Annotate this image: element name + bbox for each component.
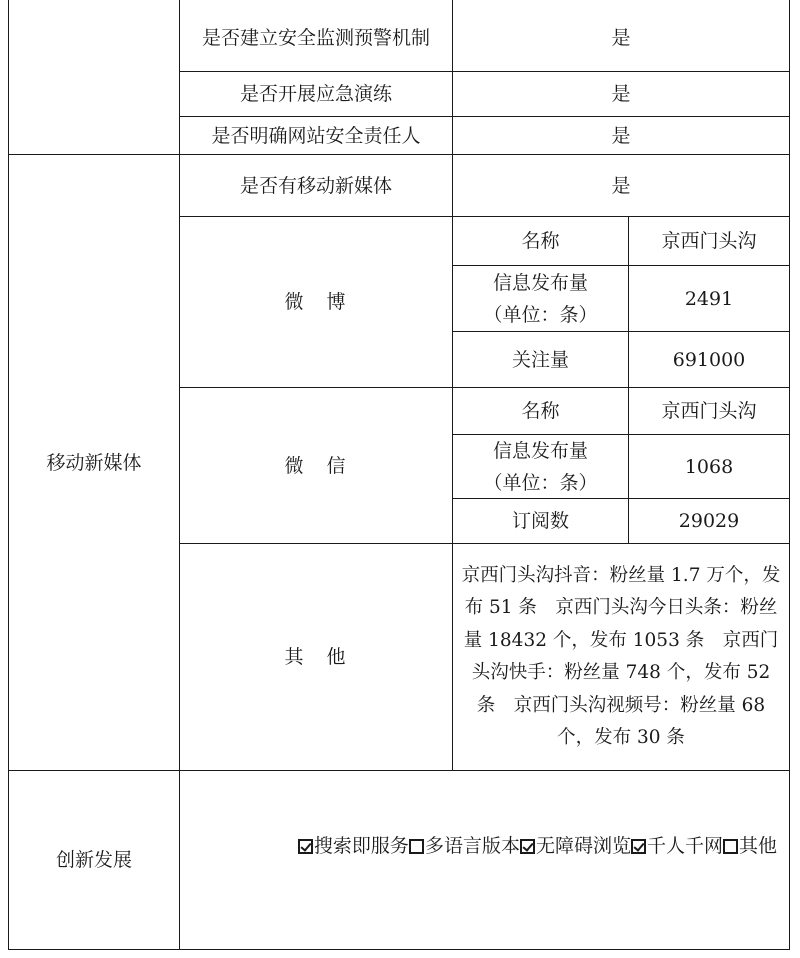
weibo-posts-value: 2491 (684, 287, 734, 310)
security-owner-value: 是 (611, 124, 631, 147)
option-accessibility[interactable]: 无障碍浏览 (520, 830, 631, 862)
checkbox-icon[interactable] (298, 839, 313, 854)
security-owner-label: 是否明确网站安全责任人 (211, 124, 421, 147)
table-border-right (789, 0, 790, 950)
option-multilingual[interactable]: 多语言版本 (409, 830, 520, 862)
wechat-posts-label: 信息发布量（单位：条） (483, 439, 598, 494)
other-media-text: 京西门头沟抖音：粉丝量 1.7 万个，发布 51 条 京西门头沟今日头条：粉丝量 18432 个，发布 1053 条 京西门头沟快手：粉丝量 748 个，发布 52 条 京西门头沟视频号：粉丝量 68 个，发布 30 条 (461, 564, 781, 748)
has-new-media-label: 是否有移动新媒体 (239, 174, 392, 197)
other-media-label: 其 他 (284, 646, 348, 668)
checkbox-icon[interactable] (631, 839, 646, 854)
innovation-label: 创新发展 (55, 849, 132, 871)
wechat-posts-value: 1068 (684, 455, 734, 478)
weibo-followers-label: 关注量 (511, 348, 569, 371)
innovation-options (180, 771, 789, 921)
option-search-as-service[interactable]: 搜索即服务 (298, 830, 409, 862)
option-other[interactable]: 其他 (723, 830, 777, 862)
emergency-drill-value: 是 (611, 83, 631, 105)
checkbox-icon[interactable] (520, 839, 535, 854)
weibo-name-label: 名称 (521, 230, 560, 252)
wechat-subscribers-value: 29029 (678, 510, 740, 532)
weibo-posts-label: 信息发布量（单位：条） (483, 271, 598, 326)
checkbox-icon[interactable] (409, 839, 424, 854)
weibo-label: 微 博 (284, 291, 348, 313)
checkbox-icon[interactable] (723, 839, 738, 854)
weibo-followers-value: 691000 (672, 348, 746, 371)
has-new-media-value: 是 (611, 174, 631, 197)
option-personalized[interactable]: 千人千网 (631, 830, 723, 862)
table-border-bottom (8, 949, 790, 950)
weibo-name-value: 京西门头沟 (661, 230, 757, 252)
new-media-section-label: 移动新媒体 (46, 451, 142, 474)
wechat-name-value: 京西门头沟 (661, 400, 757, 422)
wechat-subscribers-label: 订阅数 (511, 510, 569, 532)
security-monitoring-value: 是 (611, 26, 631, 49)
wechat-name-label: 名称 (521, 400, 560, 422)
security-monitoring-label: 是否建立安全监测预警机制 (201, 26, 430, 49)
wechat-label: 微 信 (284, 454, 348, 477)
emergency-drill-label: 是否开展应急演练 (239, 83, 392, 105)
